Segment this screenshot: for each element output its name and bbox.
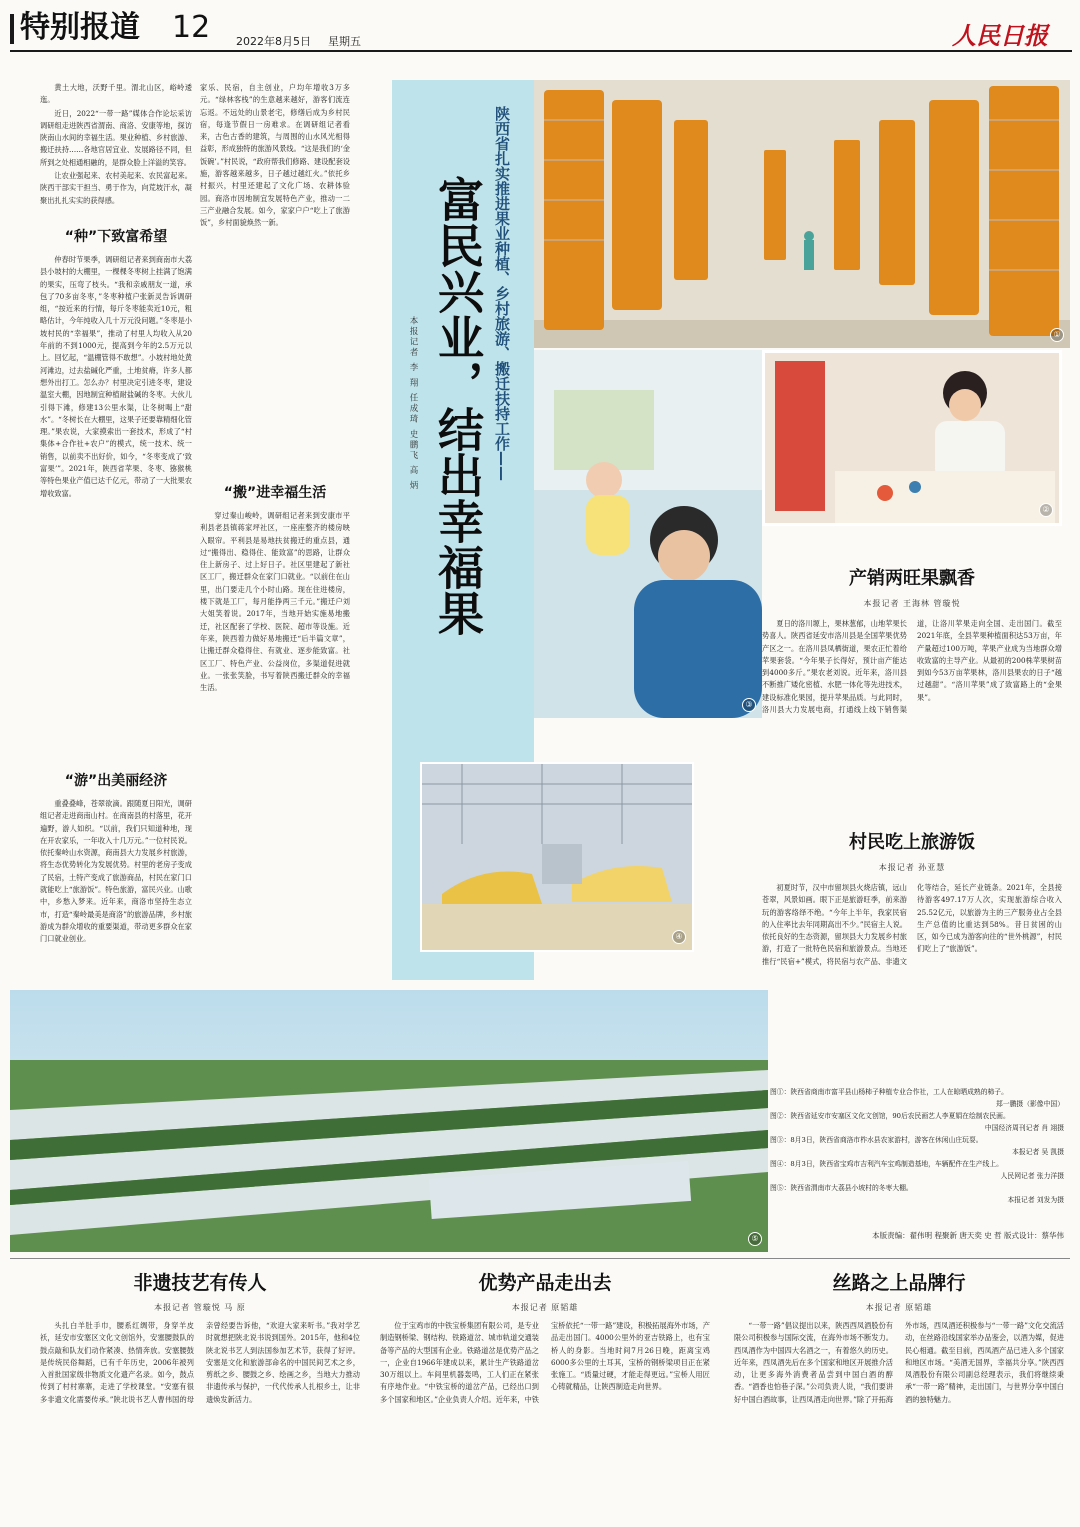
feature-headline: 富民兴业，结出幸福果 bbox=[431, 176, 485, 636]
sec1-text: 仲春时节果季，调研组记者来到商南市大荔县小坡村的大棚里，一棵棵冬枣树上挂满了饱满的果实，压弯了枝头。“我和亲戚朋友一道，承包了70多亩冬枣，”冬枣种植户张新灵告诉调研组，“按近来的行情，每斤冬枣能卖近10元，粗略估计，今年纯收入几十万元没问题。”冬枣是小坡村民的“幸福果”，推动了村里人均收入从20年前的不到1000元，提高到今年的2.5万元以上。回忆起，“温棚管得不敢想”。小坡村地处黄河滩边，过去盐碱化严重，土地贫瘠，许多人都想外出打工。怎么办？村里决定引进冬枣，建设温室大棚，因地制宜种植耐盐碱的冬枣。大伙儿引得下滩，修建13公里水渠，让冬树喝上“甜水”。“冬树长在大棚里，这果子还要靠精细化管理。”果农说，大家摸索出一套技术，形成了“村集体+合作社+农户”的模式，统一技术、统一销售，以前卖不出好价，如今，“冬枣变成了‘致富果’”。2021年，陕西省苹果、冬枣、猕猴桃等特色果业产值已达千亿元，带动了一大批果农增收致富。 bbox=[40, 255, 192, 498]
persimmon-racks-graphic bbox=[534, 80, 1070, 348]
paper-logo: 人民日报 bbox=[952, 21, 1048, 50]
greenhouse-graphic bbox=[10, 990, 768, 1252]
bottom-a-byline: 本报记者 管璇悦 马 原 bbox=[154, 1303, 246, 1312]
sec3-title: “搬”进幸福生活 bbox=[223, 485, 327, 501]
photo-4-number: ④ bbox=[672, 930, 686, 944]
feature-byline: 本报记者 李 翔 任成琦 史鹏飞 高 炳 bbox=[408, 316, 418, 492]
caption-3: 图③：8月3日，陕西省商洛市柞水县农家游村，游客在休闲山庄玩耍。 bbox=[770, 1136, 983, 1144]
photo-1-persimmons bbox=[534, 80, 1070, 348]
caption-5: 图⑤：陕西省渭南市大荔县小坡村的冬枣大棚。 bbox=[770, 1184, 913, 1192]
intro-p3: 让农业强起来、农村美起来、农民富起来。陕西干部实干担当、勇于作为，向荒坡汗水，凝聚出扎扎实实的获得感。 bbox=[40, 171, 192, 205]
child-graphic bbox=[534, 350, 762, 718]
photo-3-child-photo bbox=[534, 350, 762, 718]
bottom-c-title: 丝路之上品牌行 bbox=[832, 1272, 966, 1294]
painter-graphic bbox=[765, 353, 1059, 523]
photo-5-number: ⑤ bbox=[748, 1232, 762, 1246]
bottom-b-title: 优势产品走出去 bbox=[478, 1272, 612, 1294]
page-number: 12 bbox=[172, 10, 211, 45]
sec5-text: 初夏时节，汉中市留坝县火烧店镇，远山苍翠，风景如画。眼下正是旅游旺季，前来游玩的游客络绎不绝。“今年上半年，我家民宿的入住率比去年同期高出不少。”民宿主人说。依托良好的生态资源，留坝县大力发展乡村旅游，打造了一批特色民宿和旅游景点。当地还推行“民宿+”模式，将民宿与农产品、非遗文化等结合，延长产业链条。2021年，全县接待游客497.17万人次，实现旅游综合收入25.52亿元，以旅游为主的三产服务业占全县生产总值的比重达到58%。昔日贫困的山区，如今已成为游客向往的“世外桃源”，村民们吃上了“旅游饭”。 bbox=[762, 883, 1062, 966]
bottom-divider bbox=[10, 1258, 1070, 1259]
photo-2-number: ② bbox=[1039, 503, 1053, 517]
section-title: 特别报道 bbox=[20, 10, 140, 45]
sec2-title: “游”出美丽经济 bbox=[64, 773, 168, 789]
bottom-c-byline: 本报记者 原韬雄 bbox=[865, 1303, 933, 1312]
caption-1-credit: 郑一鹏摄（影像中国） bbox=[996, 1100, 1064, 1108]
feature-kicker: 陕西省扎实推进果业种植、乡村旅游、搬迁扶持工作—— bbox=[493, 106, 511, 481]
photo-5-greenhouses bbox=[10, 990, 768, 1252]
bottom-b-text: 位于宝鸡市的中铁宝桥集团有限公司，是专业制造钢桥梁、钢结构、铁路道岔、城市轨道交通装备等产品的大型国有企业。铁路道岔是优势产品之一，企业自1966年建成以来，累计生产铁路道岔30万组以上。车间里机器轰鸣，工人们正在紧张有序地作业。“中铁宝桥的道岔产品，已经出口到多个国家和地区。”企业负责人介绍。近年来，中铁宝桥依托“一带一路”建设，积极拓展海外市场，产品走出国门。4000公里外的亚吉铁路上，也有宝桥人的身影。当地时间7月26日晚，距离宝鸡6000多公里的土耳其，宝桥的钢桥梁项目正在紧张施工。“质量过硬，才能走得更远。”宝桥人用匠心铸就精品，让陕西制造走向世界。 bbox=[380, 1321, 710, 1404]
bottom-c-text: “一带一路”倡议提出以来，陕西西凤酒股份有限公司积极参与国际交流，在海外市场不断发力。西凤酒作为中国四大名酒之一，有着悠久的历史。近年来，西凤酒先后在多个国家和地区开展推介活动，让更多海外消费者品尝到中国白酒的醇香。“酒香也怕巷子深。”公司负责人说，“我们要讲好中国白酒故事，让西凤酒走向世界。”除了开拓海外市场，西凤酒还积极参与“一带一路”文化交流活动，在丝路沿线国家举办品鉴会，以酒为媒，促进民心相通。截至目前，西凤酒产品已进入多个国家和地区市场。“美酒无国界，幸福共分享。”陕西西凤酒股份有限公司副总经理表示，我们将继续秉承“一带一路”精神，走出国门，与世界分享中国白酒的独特魅力。 bbox=[734, 1321, 1064, 1404]
photo-4-factory bbox=[420, 762, 694, 952]
intro-p2: 近日，2022“一带一路”媒体合作论坛采访调研组走进陕西省渭南、商洛、安康等地，探访陕南山水间的幸福生活。果业种植、乡村旅游、搬迁扶持……各地官居宜业、发展路径不同，但所到之处相通相融的，是群众脸上洋溢的笑容。 bbox=[40, 108, 192, 167]
masthead bbox=[0, 0, 1080, 52]
col2-text2: 穿过秦山峻岭，调研组记者来到安康市平利县老县镇蒋家坪社区，一座座整齐的楼房映入眼帘。平利县是易地扶贫搬迁的重点县，通过“搬得出、稳得住、能致富”的思路，让群众住上新房子、过上好日子。社区里建起了新社区工厂，搬迁群众在家门口就业。“以前住在山里，出门要走几个小时山路。现在住进楼房，楼下就是工厂，每月能挣两三千元。”搬迁户刘大姐笑着说。2017年，当地开始实施易地搬迁，社区配套了学校、医院、超市等设施。近年来，陕西着力做好易地搬迁“后半篇文章”，让搬迁群众稳得住、有就业、逐步能致富。社区工厂、特色产业、公益岗位，多渠道促进就业。一张张笑脸，书写着陕西搬迁群众的幸福生活。 bbox=[200, 511, 350, 693]
sec2-text: 重叠叠峰，苍翠欲滴。跟随夏日阳光，调研组记者走进商南山村。在商南县的村落里，花开遍野，游人如织。“以前，我们只知道种地，现在开农家乐，一年收入十几万元。”一位村民说。依托秦岭山水资源，商南县大力发展乡村旅游，将生态优势转化为发展优势。村里的老房子变成了民宿，土特产变成了旅游商品，村民在家门口就能吃上“旅游饭”。特色旅游，富民兴业。山歌中，乡愁入梦来。近年来，商洛市坚持生态立市，打造“秦岭最美是商洛”的旅游品牌，乡村旅游成为群众增收的重要渠道，带动更多群众在家门口就业创业。 bbox=[40, 799, 192, 944]
issue-date: 2022年8月5日 bbox=[236, 35, 311, 48]
page-credits: 本版责编：翟伟明 程聚新 唐天奕 史 哲 版式设计：蔡华伟 bbox=[872, 1231, 1064, 1240]
intro-text bbox=[40, 82, 192, 220]
sec4-byline: 本报记者 王海林 管璇悦 bbox=[863, 599, 961, 608]
caption-3-credit: 本报记者 吴 凯摄 bbox=[1012, 1148, 1064, 1156]
caption-2-credit: 中国经济周刊记者 肖 翊摄 bbox=[984, 1124, 1064, 1132]
masthead-left-bracket bbox=[10, 14, 14, 44]
bottom-a-title: 非遗技艺有传人 bbox=[133, 1272, 267, 1294]
bottom-a-text: 头扎白羊肚手巾，腰系红绸带，身穿羊皮袄，延安市安塞区文化文创馆外，安塞腰鼓队的鼓点敲和队友们动作紧凑、热情奔放。安塞腰鼓是传统民俗舞蹈，已有千年历史，2006年被列入首批国家级非物质文化遗产名录。如今，鼓点传到了村村寨寨，走进了学校课堂。“安塞有很多非遗文化需要传承。”陕北说书艺人曹伟国的母亲曾经要告诉他，“欢迎大家来听书。”我对学艺时就想把陕北说书说到国外。2015年，他和4位陕北说书艺人到法国参加艺术节，获得了好评。安塞是文化和旅游部命名的中国民间艺术之乡，剪纸之乡、腰鼓之乡、绘画之乡，当地大力推动非遗传承与保护，一代代传承人扎根乡土，让非遗焕发新活力。 bbox=[40, 1321, 360, 1404]
sec5-title: 村民吃上旅游饭 bbox=[849, 832, 975, 853]
bottom-b-byline: 本报记者 原韬雄 bbox=[511, 1303, 579, 1312]
sec5-byline: 本报记者 孙亚慧 bbox=[878, 863, 946, 872]
caption-5-credit: 本报记者 刘发为摄 bbox=[1007, 1196, 1064, 1204]
masthead-rule bbox=[10, 50, 1072, 52]
issue-weekday: 星期五 bbox=[328, 35, 361, 48]
intro-p1: 黄土大地，沃野千里。渭北山区，峪岭逶迤。 bbox=[40, 83, 192, 105]
captions bbox=[770, 1086, 1064, 1206]
caption-4: 图④：8月3日，陕西省宝鸡市吉利汽车宝鸡制造基地，车辆配件在生产线上。 bbox=[770, 1160, 1003, 1168]
photo-3-number: ③ bbox=[742, 698, 756, 712]
photo-1-number: ① bbox=[1050, 328, 1064, 342]
photo-2-painter bbox=[762, 350, 1062, 526]
sec1-title: “种”下致富希望 bbox=[64, 229, 168, 245]
factory-graphic bbox=[422, 764, 692, 950]
caption-1: 图①：陕西省商南市富平县山杨柿子种植专业合作社，工人在晾晒成熟的柿子。 bbox=[770, 1088, 1008, 1096]
col2-text1: 家乐、民宿，自主创业，户均年增收3万多元。“绿林客栈”的生意越来越好，游客们流连忘返。不远处的山景老宅，修缮后成为乡村民宿，每逢节假日一房难求。在调研组记者看来，古色古香的建筑，与周围的山水风光相得益彰，形成独特的旅游风景线。“这是我们的‘金饭碗’。”村民说，“政府帮我们修路、建设配套设施，游客越来越多，日子越过越红火。”依托乡村振兴，村里还建起了文化广场、农耕体验园。商洛市因地制宜发展特色产业，推动一二三产业融合发展。如今，家家户户“吃上了旅游饭”，乡村面貌焕然一新。 bbox=[200, 83, 350, 228]
caption-2: 图②：陕西省延安市安塞区文化文创馆，90后农民画艺人李夏娟在绘制农民画。 bbox=[770, 1112, 1010, 1120]
sec4-title: 产销两旺果飘香 bbox=[849, 568, 975, 589]
sec4-text: 夏日的洛川塬上，果林葱郁，山地苹果长势喜人。陕西省延安市洛川县是全国苹果优势产区之一。在洛川县凤栖街道，果农正忙着给苹果套袋。“今年果子长得好，预计亩产能达到4000多斤。”果农老刘说。近年来，洛川县不断推广矮化密植、水肥一体化等先进技术，建设标准化果园，提升苹果品质。与此同时，洛川县大力发展电商，打通线上线下销售渠道，让洛川苹果走向全国、走出国门。截至2021年底，全县苹果种植面积达53万亩，年产量超过100万吨，苹果产业成为当地群众增收致富的主导产业。从最初的200株苹果树苗到如今53万亩苹果林，洛川县果农的日子“越过越甜”。“洛川苹果”成了致富路上的“金果果”。 bbox=[762, 619, 1062, 715]
caption-4-credit: 人民网记者 张力洋摄 bbox=[1000, 1172, 1064, 1180]
